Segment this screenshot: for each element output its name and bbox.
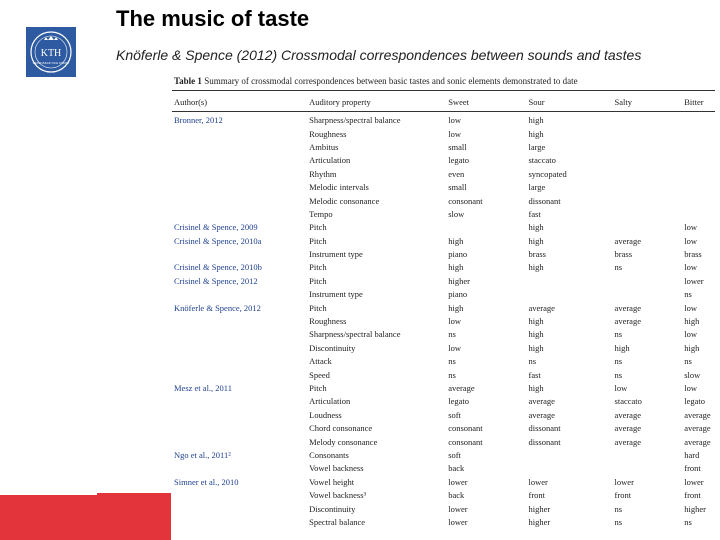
cell-sour: average xyxy=(528,302,555,313)
cell-author xyxy=(172,208,307,221)
page-subtitle: Knöferle & Spence (2012) Crossmodal correspondences between sounds and tastes xyxy=(116,47,642,63)
cell-auditory-property: Instrument type xyxy=(309,289,363,300)
cell-bitter xyxy=(682,194,715,207)
cell-auditory-property: Pitch xyxy=(309,302,327,313)
cell-salty xyxy=(613,449,683,462)
cell-auditory-property: Articulation xyxy=(309,396,351,407)
table-row xyxy=(172,275,715,288)
cell-sweet: high xyxy=(448,262,464,273)
cell-sweet: consonant xyxy=(448,195,483,206)
cell-bitter: low xyxy=(684,383,697,393)
table-caption-label: Table 1 xyxy=(174,76,202,86)
cell-sweet: consonant xyxy=(448,436,483,447)
cell-sweet: high xyxy=(448,302,464,313)
cell-bitter xyxy=(682,168,715,181)
table-row xyxy=(172,409,715,422)
cell-auditory-property: Tempo xyxy=(309,208,333,219)
table-row xyxy=(172,489,715,502)
cell-bitter: low xyxy=(684,262,697,273)
table-row xyxy=(172,422,715,435)
cell-sour: ns xyxy=(528,356,537,367)
cell-sweet: soft xyxy=(448,449,461,460)
cell-author xyxy=(172,248,307,261)
cell-sweet: higher xyxy=(448,275,470,286)
cell-sweet: legato xyxy=(448,396,469,407)
cell-sour: higher xyxy=(528,503,551,514)
cell-bitter: slow xyxy=(684,369,701,380)
col-header-author: Author(s) xyxy=(174,97,208,107)
cell-salty: average xyxy=(614,436,641,447)
cell-sour: fast xyxy=(528,369,541,380)
cell-salty xyxy=(613,194,683,207)
cell-sweet: low xyxy=(448,128,461,139)
cell-auditory-property: Vowel backness xyxy=(309,463,364,474)
table-header-row xyxy=(172,94,715,110)
cell-auditory-property: Roughness xyxy=(309,316,347,327)
cell-sour: fast xyxy=(528,208,541,219)
cell-sweet: ns xyxy=(448,329,456,340)
cell-author: Mesz et al., 2011 xyxy=(174,383,232,393)
cell-auditory-property: Speed xyxy=(309,369,330,380)
cell-auditory-property: Consonants xyxy=(309,449,349,460)
table-row xyxy=(172,315,715,328)
cell-sour: high xyxy=(528,329,544,340)
cell-sweet: slow xyxy=(448,208,465,219)
cell-sweet: consonant xyxy=(448,423,483,434)
cell-sour: high xyxy=(528,342,544,353)
cell-salty: high xyxy=(614,342,630,353)
table-row xyxy=(172,114,715,127)
cell-author xyxy=(172,435,307,448)
cell-salty: ns xyxy=(614,329,623,340)
cell-author: Knöferle & Spence, 2012 xyxy=(174,302,261,313)
table-row xyxy=(172,288,715,301)
cell-salty xyxy=(613,275,683,288)
cell-sweet: even xyxy=(448,168,465,179)
cell-sour: high xyxy=(528,235,544,246)
cell-auditory-property: Discontinuity xyxy=(309,342,356,353)
cell-sweet: ns xyxy=(448,356,456,367)
cell-salty xyxy=(613,208,683,221)
cell-bitter: low xyxy=(684,302,697,313)
cell-sweet: legato xyxy=(448,155,469,166)
cell-author xyxy=(172,181,307,194)
cell-salty xyxy=(613,141,683,154)
cell-auditory-property: Instrument type xyxy=(309,249,363,260)
table-row xyxy=(172,462,715,475)
table-row xyxy=(172,516,715,529)
cell-sweet: low xyxy=(448,342,461,353)
cell-sweet: low xyxy=(448,316,461,327)
cell-auditory-property: Articulation xyxy=(309,155,351,166)
cell-auditory-property: Pitch xyxy=(309,222,327,233)
cell-salty: low xyxy=(614,383,628,393)
logo-text-top: KTH xyxy=(40,48,62,59)
cell-sweet: low xyxy=(448,115,461,126)
cell-sweet: piano xyxy=(448,249,468,260)
cell-sour: front xyxy=(528,490,546,501)
table-row xyxy=(172,208,715,221)
cell-author xyxy=(172,127,307,140)
cell-sour: dissonant xyxy=(528,423,561,434)
cell-salty: ns xyxy=(614,356,623,367)
cell-bitter: high xyxy=(684,342,700,353)
cell-auditory-property: Pitch xyxy=(309,235,327,246)
cell-bitter xyxy=(682,154,715,167)
cell-sweet: soft xyxy=(448,409,461,420)
cell-sweet: high xyxy=(448,235,464,246)
cell-sour xyxy=(526,449,612,462)
cell-sweet: lower xyxy=(448,516,468,527)
cell-salty: average xyxy=(614,235,641,246)
col-header-auditory-property: Auditory property xyxy=(309,97,371,107)
cell-author xyxy=(172,328,307,341)
cell-bitter: higher xyxy=(684,503,706,514)
cell-sour: high xyxy=(528,115,544,126)
cell-author xyxy=(172,141,307,154)
cell-sour: large xyxy=(528,141,546,152)
cell-salty: lower xyxy=(614,476,634,487)
cell-author xyxy=(172,489,307,502)
cell-sweet: back xyxy=(448,490,465,501)
cell-author xyxy=(172,409,307,422)
cell-author xyxy=(172,342,307,355)
cell-bitter xyxy=(682,127,715,140)
cell-sour: large xyxy=(528,182,546,193)
cell-auditory-property: Sharpness/spectral balance xyxy=(309,115,401,126)
logo-text-bottom: VETENSKAP OCH KONST xyxy=(32,61,70,65)
cell-bitter: average xyxy=(684,423,711,434)
cell-salty: staccato xyxy=(614,396,642,407)
cell-sweet: lower xyxy=(448,503,468,514)
cell-bitter: lower xyxy=(684,275,704,286)
col-header-salty: Salty xyxy=(614,97,633,107)
cell-sweet: average xyxy=(448,383,475,393)
cell-bitter: hard xyxy=(684,449,700,460)
cell-auditory-property: Vowel height xyxy=(309,476,355,487)
cell-bitter: ns xyxy=(684,516,692,527)
cell-salty: ns xyxy=(614,516,623,527)
table-row xyxy=(172,382,715,395)
cell-sour: average xyxy=(528,396,555,407)
cell-bitter: front xyxy=(684,463,701,474)
cell-salty: ns xyxy=(614,503,623,514)
table-row xyxy=(172,502,715,515)
table-row xyxy=(172,235,715,248)
cell-salty: front xyxy=(614,490,632,501)
cell-salty: average xyxy=(614,409,641,420)
cell-sour: high xyxy=(528,128,544,139)
cell-bitter: lower xyxy=(684,476,704,487)
cell-salty: average xyxy=(614,316,641,327)
cell-author: Crisinel & Spence, 2010b xyxy=(174,262,262,273)
cell-sweet: back xyxy=(448,463,465,474)
cell-auditory-property: Loudness xyxy=(309,409,342,420)
table-row xyxy=(172,127,715,140)
cell-sour: higher xyxy=(528,516,551,527)
cell-author xyxy=(172,194,307,207)
cell-author xyxy=(172,168,307,181)
cell-author: Simner et al., 2010 xyxy=(174,476,239,487)
cell-auditory-property: Vowel backness³ xyxy=(309,490,367,501)
cell-auditory-property: Discontinuity xyxy=(309,503,356,514)
cell-author: Crisinel & Spence, 2012 xyxy=(174,275,258,286)
cell-author: Ngo et al., 2011² xyxy=(174,449,231,460)
cell-sour: high xyxy=(528,316,544,327)
table-row xyxy=(172,355,715,368)
cell-author xyxy=(172,462,307,475)
cell-author xyxy=(172,288,307,301)
page-title: The music of taste xyxy=(116,6,310,31)
table-row xyxy=(172,168,715,181)
correspondence-table xyxy=(172,94,715,529)
cell-salty xyxy=(613,221,683,234)
cell-author xyxy=(172,395,307,408)
cell-author: Crisinel & Spence, 2010a xyxy=(174,235,262,246)
table-row xyxy=(172,301,715,314)
cell-bitter: front xyxy=(684,490,701,501)
cell-auditory-property: Pitch xyxy=(309,262,327,273)
cell-bitter: ns xyxy=(684,356,692,367)
cell-salty xyxy=(613,168,683,181)
table-row xyxy=(172,342,715,355)
cell-sour: lower xyxy=(528,476,548,487)
cell-bitter xyxy=(682,181,715,194)
cell-sour: average xyxy=(528,409,555,420)
cell-bitter: low xyxy=(684,329,697,340)
cell-auditory-property: Pitch xyxy=(309,275,327,286)
kth-logo-graphic xyxy=(26,27,76,77)
cell-sweet: small xyxy=(448,141,467,152)
cell-author: Bronner, 2012 xyxy=(174,115,223,126)
table-caption xyxy=(174,76,578,86)
cell-sour: dissonant xyxy=(528,436,561,447)
cell-author xyxy=(172,355,307,368)
cell-sour xyxy=(526,275,612,288)
cell-author xyxy=(172,502,307,515)
table-row xyxy=(172,449,715,462)
cell-sour: staccato xyxy=(528,155,556,166)
cell-bitter: legato xyxy=(684,396,706,407)
cell-sweet: ns xyxy=(448,369,456,380)
table-row xyxy=(172,181,715,194)
col-header-sweet: Sweet xyxy=(448,97,469,107)
table-row xyxy=(172,141,715,154)
cell-bitter: low xyxy=(684,222,697,233)
accent-bar xyxy=(0,495,100,540)
cell-author: Crisinel & Spence, 2009 xyxy=(174,222,258,233)
cell-salty xyxy=(613,114,683,127)
cell-sour xyxy=(526,288,612,301)
cell-auditory-property: Roughness xyxy=(309,128,347,139)
cell-sweet: piano xyxy=(448,289,468,300)
cell-sour: syncopated xyxy=(528,168,567,179)
table-row xyxy=(172,328,715,341)
cell-bitter: average xyxy=(684,436,711,447)
cell-author xyxy=(172,315,307,328)
cell-sour xyxy=(526,462,612,475)
table-row xyxy=(172,261,715,274)
cell-salty xyxy=(613,181,683,194)
table-body xyxy=(172,114,715,529)
cell-author xyxy=(172,422,307,435)
cell-auditory-property: Melody consonance xyxy=(309,436,378,447)
cell-salty xyxy=(613,462,683,475)
table-top-rule xyxy=(172,90,715,91)
col-header-sour: Sour xyxy=(528,97,545,107)
cell-auditory-property: Pitch xyxy=(309,383,327,393)
cell-salty xyxy=(613,288,683,301)
cell-auditory-property: Spectral balance xyxy=(309,516,366,527)
cell-salty xyxy=(613,127,683,140)
cell-bitter xyxy=(682,141,715,154)
accent-bar-strip xyxy=(97,493,171,540)
cell-salty: ns xyxy=(614,262,623,273)
cell-sour: high xyxy=(528,383,544,393)
cell-bitter: high xyxy=(684,316,700,327)
cell-author xyxy=(172,154,307,167)
cell-sour: brass xyxy=(528,249,546,260)
cell-bitter xyxy=(682,114,715,127)
cell-salty: average xyxy=(614,423,641,434)
table-row xyxy=(172,368,715,381)
table-row xyxy=(172,395,715,408)
table-row xyxy=(172,435,715,448)
kth-logo xyxy=(26,27,76,77)
cell-sour: high xyxy=(528,262,544,273)
cell-salty: brass xyxy=(614,249,633,260)
cell-sour: dissonant xyxy=(528,195,561,206)
cell-auditory-property: Attack xyxy=(309,356,332,367)
table-row xyxy=(172,248,715,261)
cell-auditory-property: Melodic consonance xyxy=(309,195,380,206)
table-row xyxy=(172,154,715,167)
cell-sweet: small xyxy=(448,182,467,193)
cell-auditory-property: Rhythm xyxy=(309,168,337,179)
cell-bitter: ns xyxy=(684,289,692,300)
table-row xyxy=(172,476,715,489)
table-caption-text: Summary of crossmodal correspondences between basic tastes and sonic elements demonstrated to date xyxy=(204,76,578,86)
cell-sweet: lower xyxy=(448,476,468,487)
col-header-bitter: Bitter xyxy=(684,97,704,107)
cell-auditory-property: Chord consonance xyxy=(309,423,373,434)
cell-bitter: low xyxy=(684,235,697,246)
cell-author xyxy=(172,516,307,529)
cell-auditory-property: Sharpness/spectral balance xyxy=(309,329,401,340)
cell-sour: high xyxy=(528,222,544,233)
cell-bitter xyxy=(682,208,715,221)
cell-salty: ns xyxy=(614,369,623,380)
cell-salty xyxy=(613,154,683,167)
table-row xyxy=(172,221,715,234)
cell-salty: average xyxy=(614,302,641,313)
cell-bitter: average xyxy=(684,409,711,420)
cell-author xyxy=(172,368,307,381)
cell-bitter: brass xyxy=(684,249,702,260)
cell-auditory-property: Ambitus xyxy=(309,141,339,152)
cell-sweet xyxy=(446,221,526,234)
cell-auditory-property: Melodic intervals xyxy=(309,182,369,193)
table-row xyxy=(172,194,715,207)
